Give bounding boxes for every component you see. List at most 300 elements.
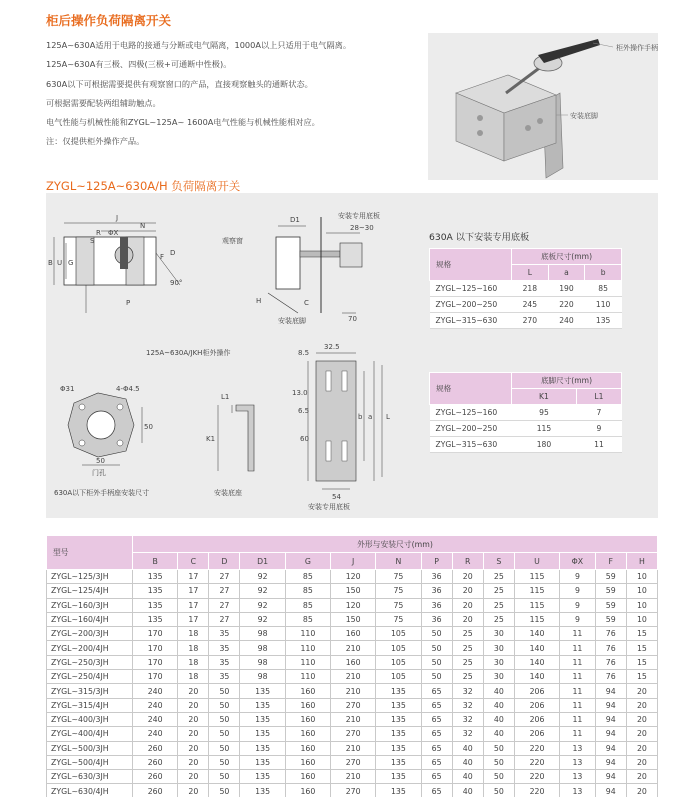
- table-cell: 135: [376, 684, 421, 698]
- table-cell: 25: [452, 670, 483, 684]
- table-cell: 25: [483, 570, 514, 584]
- table-cell: 94: [595, 770, 626, 784]
- table-row: [47, 612, 658, 626]
- table-cell: 65: [421, 684, 452, 698]
- table-cell: 170: [133, 655, 178, 669]
- table-cell-model: ZYGL~200~250: [430, 421, 512, 437]
- table-cell: 135: [240, 684, 285, 698]
- table-cell: 260: [133, 784, 178, 797]
- table-cell-model: ZYGL~315~630: [430, 437, 512, 453]
- mounting-plate-drawing: [292, 343, 390, 501]
- table-cell: 135: [240, 755, 285, 769]
- table-header: F: [595, 553, 626, 570]
- dim-holes: 4-Φ4.5: [116, 385, 140, 393]
- table-cell: 9: [560, 570, 596, 584]
- intro-line: 电气性能与机械性能和ZYGL~125A~ 1600A电气性能与机械性能相对应。: [46, 117, 320, 128]
- table-cell: 32: [452, 698, 483, 712]
- table-cell: 270: [331, 727, 376, 741]
- table-cell: 92: [240, 584, 285, 598]
- table-cell-model: ZYGL~125~160: [430, 281, 512, 297]
- table-cell: 75: [376, 584, 421, 598]
- table-cell: 160: [331, 627, 376, 641]
- table-cell: 160: [285, 712, 330, 726]
- table-cell: 65: [421, 698, 452, 712]
- table-cell: 160: [331, 655, 376, 669]
- table-cell: 65: [421, 784, 452, 797]
- table-row: [47, 584, 658, 598]
- table-cell-model: ZYGL~200/3JH: [47, 627, 133, 641]
- table-cell: 85: [585, 281, 622, 297]
- table-cell: 210: [331, 641, 376, 655]
- table-cell: 210: [331, 741, 376, 755]
- table-row: [47, 741, 658, 755]
- table-cell: 98: [240, 670, 285, 684]
- table-header-model: 规格: [430, 249, 512, 281]
- table-row: [47, 684, 658, 698]
- table-cell: 110: [285, 627, 330, 641]
- dim-H: H: [256, 297, 262, 305]
- table-cell: 120: [331, 598, 376, 612]
- table-header: ΦX: [560, 553, 596, 570]
- table-cell: 270: [331, 755, 376, 769]
- table-cell: 30: [483, 670, 514, 684]
- table-cell: 92: [240, 612, 285, 626]
- table-header: C: [178, 553, 209, 570]
- table-cell-model: ZYGL~160/4JH: [47, 612, 133, 626]
- table-header-model: 规格: [430, 373, 512, 405]
- caption-door-mount: 630A以下柜外手柄座安装尺寸: [54, 489, 150, 497]
- table-cell: 50: [483, 784, 514, 797]
- table-cell: 7: [576, 405, 621, 421]
- table-cell-model: ZYGL~125~160: [430, 405, 512, 421]
- table-row: [47, 655, 658, 669]
- table-cell: 85: [285, 584, 330, 598]
- table-cell: 13: [560, 784, 596, 797]
- table-header: N: [376, 553, 421, 570]
- dim-32-5: 32.5: [324, 343, 340, 351]
- table-header: G: [285, 553, 330, 570]
- table-row: [47, 627, 658, 641]
- table-cell: 32: [452, 684, 483, 698]
- table-cell: 94: [595, 741, 626, 755]
- table-cell: 59: [595, 584, 626, 598]
- table-cell: 98: [240, 641, 285, 655]
- table-cell: 18: [178, 670, 209, 684]
- table-cell: 20: [626, 684, 657, 698]
- table-cell: 11: [560, 641, 596, 655]
- mounting-foot-drawing: [206, 393, 254, 471]
- table-cell-model: ZYGL~500/4JH: [47, 755, 133, 769]
- dim-K1: K1: [206, 435, 216, 443]
- dim-N: N: [140, 222, 146, 230]
- table-cell: 260: [133, 770, 178, 784]
- table-cell: 260: [133, 755, 178, 769]
- table-cell: 9: [560, 612, 596, 626]
- table-cell: 17: [178, 612, 209, 626]
- table-cell: 50: [209, 755, 240, 769]
- table-header: J: [331, 553, 376, 570]
- table-cell: 40: [452, 770, 483, 784]
- table-cell: 20: [178, 712, 209, 726]
- dim-S: S: [90, 237, 95, 245]
- table-cell: 25: [483, 584, 514, 598]
- table-header: D1: [240, 553, 285, 570]
- dim-L1: L1: [221, 393, 230, 401]
- table-cell: 20: [178, 755, 209, 769]
- table-cell: 65: [421, 741, 452, 755]
- dim-J: J: [116, 214, 119, 222]
- table-header: S: [483, 553, 514, 570]
- label-base-plate: 安装专用底板: [338, 212, 380, 220]
- dim-13: 13.0: [292, 389, 308, 397]
- intro-line: 可根据需要配装两组辅助触点。: [46, 97, 161, 108]
- table-cell: 17: [178, 584, 209, 598]
- table-cell: 20: [452, 570, 483, 584]
- table-cell: 240: [133, 727, 178, 741]
- table-cell: 135: [376, 727, 421, 741]
- dim-50-horizontal: 50: [96, 457, 105, 465]
- dim-F: F: [160, 253, 165, 261]
- table-cell: 25: [483, 598, 514, 612]
- table-cell: 160: [285, 770, 330, 784]
- table-header-group: 底脚尺寸(mm): [512, 373, 622, 389]
- table-cell: 240: [548, 313, 585, 329]
- table-row: [430, 313, 622, 329]
- table-cell: 210: [331, 684, 376, 698]
- table-cell: 105: [376, 641, 421, 655]
- dim-U: U: [57, 259, 63, 267]
- table-cell: 270: [512, 313, 549, 329]
- table-row: [430, 281, 622, 297]
- table-cell-model: ZYGL~315/3JH: [47, 684, 133, 698]
- table-cell: 50: [209, 741, 240, 755]
- table-cell: 110: [285, 641, 330, 655]
- label-window: 观察窗: [222, 237, 243, 245]
- dim-8-5: 8.5: [298, 349, 310, 357]
- dim-G: G: [68, 259, 74, 267]
- dim-28-30: 28~30: [350, 224, 374, 232]
- table-cell: 220: [548, 297, 585, 313]
- dimension-table: [46, 535, 658, 797]
- table-cell: 240: [133, 712, 178, 726]
- table-cell: 25: [452, 655, 483, 669]
- table-cell: 170: [133, 627, 178, 641]
- table-cell: 135: [240, 741, 285, 755]
- table-cell: 50: [209, 770, 240, 784]
- table-cell: 27: [209, 598, 240, 612]
- table-cell-model: ZYGL~315/4JH: [47, 698, 133, 712]
- table-cell: 135: [133, 612, 178, 626]
- table-cell: 20: [178, 727, 209, 741]
- table-cell: 20: [626, 741, 657, 755]
- table-cell: 13: [560, 741, 596, 755]
- table-cell: 65: [421, 770, 452, 784]
- table-cell: 135: [376, 784, 421, 797]
- table-cell: 92: [240, 570, 285, 584]
- table-cell: 85: [285, 598, 330, 612]
- table-cell: 13: [560, 770, 596, 784]
- table-cell: 40: [483, 684, 514, 698]
- foot-table: [429, 372, 622, 453]
- table-header: R: [452, 553, 483, 570]
- table-cell: 135: [240, 712, 285, 726]
- dim-R: R: [96, 229, 101, 237]
- table-cell: 40: [452, 741, 483, 755]
- table-cell: 50: [209, 698, 240, 712]
- dim-50-vertical: 50: [144, 423, 153, 431]
- table-cell-model: ZYGL~500/3JH: [47, 741, 133, 755]
- table-cell: 135: [376, 712, 421, 726]
- dim-B: B: [48, 259, 53, 267]
- table-cell: 20: [626, 712, 657, 726]
- table-cell: 105: [376, 627, 421, 641]
- table-cell: 9: [576, 421, 621, 437]
- table-cell: 220: [514, 755, 559, 769]
- table-cell: 20: [626, 727, 657, 741]
- table-cell: 140: [514, 655, 559, 669]
- dimension-drawings: [46, 193, 658, 518]
- table-cell: 50: [421, 655, 452, 669]
- front-view-drawing: [48, 214, 182, 313]
- table-header: H: [626, 553, 657, 570]
- table-cell: 150: [331, 612, 376, 626]
- table-cell: 92: [240, 598, 285, 612]
- dim-70: 70: [348, 315, 357, 323]
- table-cell: 59: [595, 612, 626, 626]
- table-cell: 94: [595, 755, 626, 769]
- table-cell: 10: [626, 612, 657, 626]
- table-cell: 210: [331, 670, 376, 684]
- table-row: [430, 421, 622, 437]
- table-cell-model: ZYGL~250/4JH: [47, 670, 133, 684]
- table-cell-model: ZYGL~125/4JH: [47, 584, 133, 598]
- table-cell: 135: [376, 741, 421, 755]
- dim-L: L: [386, 413, 390, 421]
- table-cell: 218: [512, 281, 549, 297]
- table-cell: 115: [514, 584, 559, 598]
- table-cell: 65: [421, 712, 452, 726]
- table-cell: 240: [133, 684, 178, 698]
- table-row: [47, 641, 658, 655]
- table-cell-model: ZYGL~125/3JH: [47, 570, 133, 584]
- table-cell: 10: [626, 598, 657, 612]
- table-header: L: [512, 265, 549, 281]
- table-cell: 11: [560, 727, 596, 741]
- table-row: [47, 698, 658, 712]
- door-hole-drawing: [60, 385, 153, 477]
- table-cell: 170: [133, 670, 178, 684]
- table-cell: 15: [626, 655, 657, 669]
- table-cell: 9: [560, 598, 596, 612]
- table-cell: 15: [626, 627, 657, 641]
- table-cell: 20: [452, 598, 483, 612]
- table-cell: 140: [514, 627, 559, 641]
- table-cell: 160: [285, 755, 330, 769]
- table-header: D: [209, 553, 240, 570]
- table-header-group: 底板尺寸(mm): [512, 249, 622, 265]
- table-cell: 32: [452, 727, 483, 741]
- table-cell: 20: [178, 698, 209, 712]
- table-cell: 36: [421, 570, 452, 584]
- photo-label-base: 安装底脚: [570, 112, 598, 120]
- side-view-drawing: [222, 211, 380, 325]
- table-cell: 50: [209, 684, 240, 698]
- table-cell: 27: [209, 570, 240, 584]
- table-cell: 94: [595, 698, 626, 712]
- table-cell: 11: [576, 437, 621, 453]
- table-cell: 240: [133, 698, 178, 712]
- section-title-load-isolator: ZYGL~125A~630A/H 负荷隔离开关: [46, 179, 241, 193]
- table-cell: 17: [178, 570, 209, 584]
- table-cell: 30: [483, 655, 514, 669]
- dim-a: a: [368, 413, 373, 421]
- table-cell: 206: [514, 727, 559, 741]
- table-cell: 65: [421, 727, 452, 741]
- table-cell: 20: [626, 784, 657, 797]
- table-cell: 160: [285, 741, 330, 755]
- product-photo: [428, 33, 658, 180]
- table-cell: 98: [240, 627, 285, 641]
- table-cell: 75: [376, 570, 421, 584]
- dim-60: 60: [300, 435, 309, 443]
- table-cell: 135: [376, 755, 421, 769]
- table-cell: 18: [178, 655, 209, 669]
- label-foot: 安装底脚: [278, 317, 306, 325]
- table-cell: 135: [585, 313, 622, 329]
- table-cell: 30: [483, 641, 514, 655]
- dim-D1: D1: [290, 216, 300, 224]
- drawing-panel: [46, 193, 658, 518]
- table-cell: 206: [514, 684, 559, 698]
- table-cell: 50: [421, 627, 452, 641]
- switch-illustration: [428, 33, 658, 180]
- table-cell: 25: [483, 612, 514, 626]
- table-cell: 20: [626, 698, 657, 712]
- table-cell: 20: [178, 684, 209, 698]
- table-cell: 110: [285, 655, 330, 669]
- table-cell: 190: [548, 281, 585, 297]
- table-cell: 98: [240, 655, 285, 669]
- table-cell: 206: [514, 698, 559, 712]
- table-cell: 59: [595, 570, 626, 584]
- table-cell: 115: [512, 421, 577, 437]
- table-cell: 170: [133, 641, 178, 655]
- table-cell: 11: [560, 655, 596, 669]
- table-cell: 94: [595, 712, 626, 726]
- intro-line: 125A~630A适用于电路的接通与分断或电气隔离，1000A以上只适用于电气隔离。: [46, 40, 352, 50]
- dim-C: C: [304, 299, 309, 307]
- caption-plate: 安装专用底板: [308, 503, 350, 511]
- table-row: [430, 297, 622, 313]
- dim-angle: 90°: [170, 279, 183, 287]
- table-cell: 20: [452, 612, 483, 626]
- table-cell: 245: [512, 297, 549, 313]
- table-cell: 220: [514, 770, 559, 784]
- table-cell: 36: [421, 584, 452, 598]
- dim-b: b: [358, 413, 363, 421]
- table-cell: 50: [209, 712, 240, 726]
- table-header: U: [514, 553, 559, 570]
- table-cell: 135: [376, 698, 421, 712]
- table-cell: 85: [285, 570, 330, 584]
- table-cell: 32: [452, 712, 483, 726]
- table-cell: 36: [421, 612, 452, 626]
- table-cell-model: ZYGL~315~630: [430, 313, 512, 329]
- table-cell: 20: [626, 770, 657, 784]
- table-cell: 20: [178, 741, 209, 755]
- table-cell-model: ZYGL~630/3JH: [47, 770, 133, 784]
- table-cell: 105: [376, 655, 421, 669]
- table-cell: 10: [626, 584, 657, 598]
- table-cell: 94: [595, 684, 626, 698]
- table-cell: 270: [331, 784, 376, 797]
- table-cell: 13: [560, 755, 596, 769]
- table-cell: 94: [595, 727, 626, 741]
- table-cell: 17: [178, 598, 209, 612]
- table-cell: 50: [209, 727, 240, 741]
- base-plate-table-title: 630A 以下安装专用底板: [429, 232, 530, 243]
- table-cell-model: ZYGL~200/4JH: [47, 641, 133, 655]
- table-cell: 220: [514, 741, 559, 755]
- dim-54: 54: [332, 493, 341, 501]
- table-cell: 270: [331, 698, 376, 712]
- table-cell: 11: [560, 670, 596, 684]
- table-cell: 110: [585, 297, 622, 313]
- table-cell: 94: [595, 784, 626, 797]
- table-cell: 10: [626, 570, 657, 584]
- table-cell: 110: [285, 670, 330, 684]
- table-cell: 135: [240, 784, 285, 797]
- intro-line: 注：仅提供柜外操作产品。: [46, 136, 145, 147]
- table-cell-model: ZYGL~160/3JH: [47, 598, 133, 612]
- table-row: [47, 755, 658, 769]
- table-cell: 140: [514, 670, 559, 684]
- table-cell: 206: [514, 712, 559, 726]
- table-cell-model: ZYGL~400/3JH: [47, 712, 133, 726]
- table-header: a: [548, 265, 585, 281]
- table-header: b: [585, 265, 622, 281]
- table-cell: 15: [626, 641, 657, 655]
- table-cell: 115: [514, 612, 559, 626]
- dim-D: D: [170, 249, 176, 257]
- table-cell: 50: [483, 741, 514, 755]
- table-cell: 20: [178, 770, 209, 784]
- section-title-rear-operation: 柜后操作负荷隔离开关: [46, 13, 172, 28]
- table-cell: 50: [483, 755, 514, 769]
- table-cell: 120: [331, 570, 376, 584]
- table-header: L1: [576, 389, 621, 405]
- table-cell: 105: [376, 670, 421, 684]
- table-cell: 75: [376, 612, 421, 626]
- table-cell: 75: [376, 598, 421, 612]
- table-cell: 30: [483, 627, 514, 641]
- table-cell-model: ZYGL~630/4JH: [47, 784, 133, 797]
- table-row: [47, 570, 658, 584]
- table-cell: 135: [133, 584, 178, 598]
- dim-P: P: [126, 299, 131, 307]
- table-cell: 135: [240, 698, 285, 712]
- table-header: P: [421, 553, 452, 570]
- table-cell: 115: [514, 570, 559, 584]
- table-cell: 20: [178, 784, 209, 797]
- table-cell-model: ZYGL~200~250: [430, 297, 512, 313]
- table-cell: 160: [285, 784, 330, 797]
- table-header: B: [133, 553, 178, 570]
- table-cell: 27: [209, 612, 240, 626]
- dim-6-5: 6.5: [298, 407, 310, 415]
- table-cell: 220: [514, 784, 559, 797]
- table-cell: 9: [560, 584, 596, 598]
